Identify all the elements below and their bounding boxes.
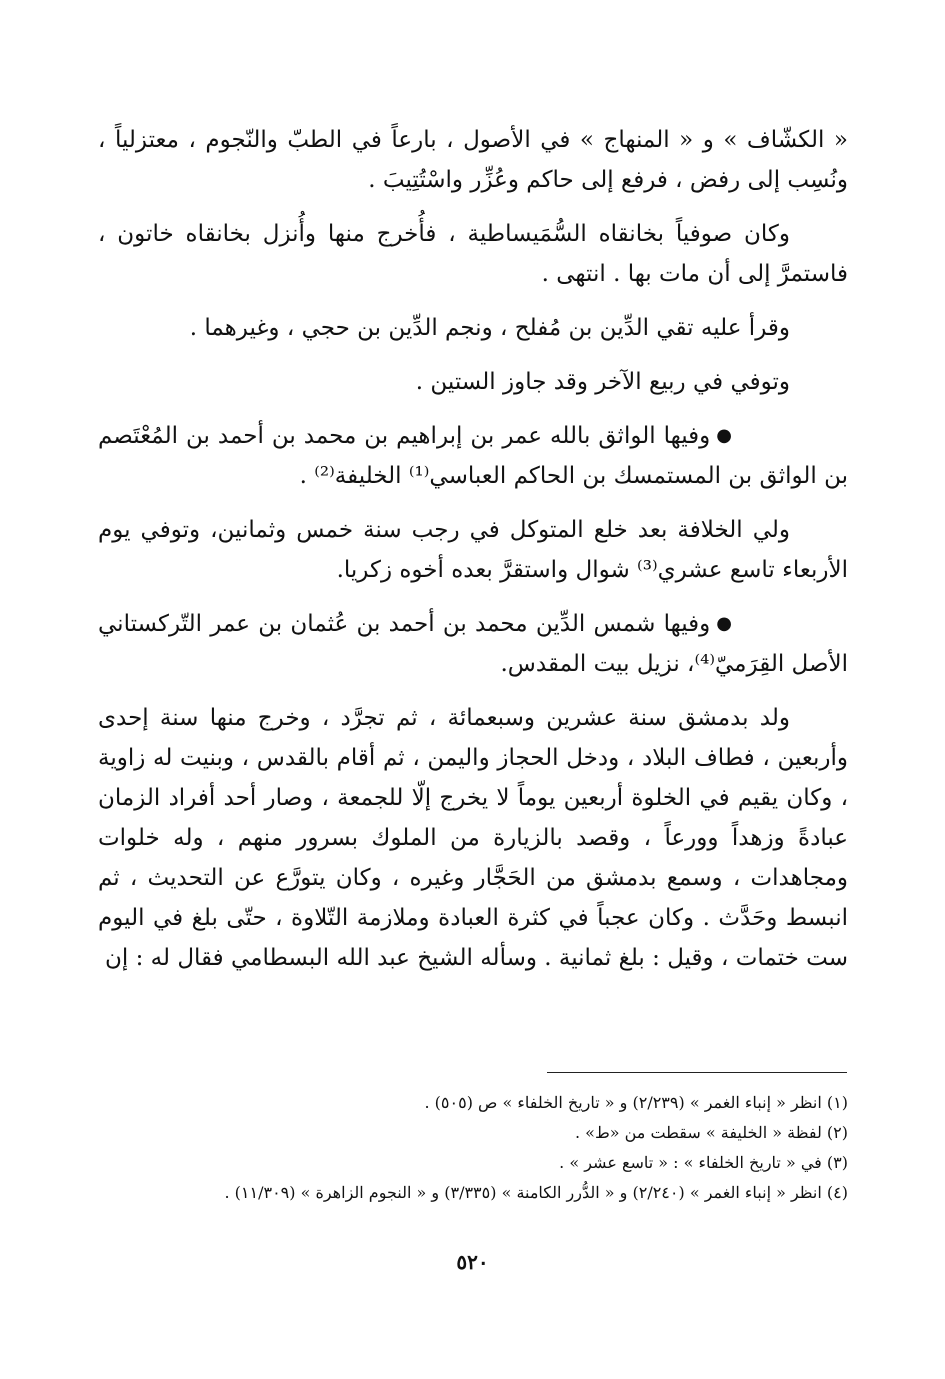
footnote-4: (٤) انظر « إنباء الغمر » (٢/٢٤٠) و « الدُّرر الكامنة » (٣/٣٣٥) و « النجوم الزاهرة » (١١/٣٠٩) . bbox=[224, 1183, 848, 1202]
footnote-2: (٢) لفظة « الخليفة » سقطت من «ط» . bbox=[574, 1123, 848, 1142]
paragraph-2 bbox=[98, 214, 848, 294]
paragraph-1 bbox=[98, 120, 848, 200]
paragraph-1-text: « الكشّاف » و « المنهاج » في الأصول ، بارعاً في الطبّ والنّجوم ، معتزلياً ، ونُسِب إلى رفض ، فرفع إلى حاكم وعُزِّر واسْتُتِيبَ . bbox=[98, 127, 848, 193]
paragraph-5 bbox=[98, 416, 848, 496]
bullet-icon: ● bbox=[716, 613, 732, 634]
paragraph-6 bbox=[98, 510, 848, 590]
main-text bbox=[98, 120, 848, 992]
paragraph-8 bbox=[98, 698, 848, 978]
footnotes bbox=[98, 1088, 848, 1208]
paragraph-2-text: وكان صوفياً بخانقاه السُّمَيساطية ، فأُخرج منها وأُنزل بخانقاه خاتون ، فاستمرَّ إلى أن مات بها . انتهى . bbox=[98, 221, 848, 287]
paragraph-7 bbox=[98, 604, 848, 684]
paragraph-3-text: وقرأ عليه تقي الدِّين بن مُفلح ، ونجم الدِّين بن حجي ، وغيرهما . bbox=[189, 315, 790, 341]
footnote-divider bbox=[547, 1072, 847, 1073]
paragraph-4 bbox=[98, 362, 848, 402]
paragraph-7-text: وفيها شمس الدِّين محمد بن أحمد بن عُثمان بن عمر التّركستاني الأصل القِرَميّ⁽⁴⁾، نزيل بيت المقدس. bbox=[98, 611, 848, 677]
paragraph-4-text: وتوفي في ربيع الآخر وقد جاوز الستين . bbox=[415, 369, 790, 395]
bullet-icon: ● bbox=[716, 425, 732, 446]
paragraph-3 bbox=[98, 308, 848, 348]
page-number: ٥٢٠ bbox=[456, 1250, 489, 1274]
footnote-3: (٣) في « تاريخ الخلفاء » : « تاسع عشر » . bbox=[559, 1153, 848, 1172]
paragraph-8-text: ولد بدمشق سنة عشرين وسبعمائة ، ثم تجرَّد ، وخرج منها سنة إحدى وأربعين ، فطاف البلاد ، ودخل الحجاز واليمن ، ثم أقام بالقدس ، وبنيت له زاوية ، وكان يقيم في الخلوة أربعين يوماً لا يخرج إلّا للجمعة ، وصار أحد أفراد الزمان عبادةً وزهداً وورعاً ، وقصد بالزيارة من الملوك بسرور منهم ، وله خلوات ومجاهدات ، وسمع بدمشق من الحَجَّار وغيره ، وكان يتورَّع عن التحديث ، ثم انبسط وحَدَّث . وكان عجباً في كثرة العبادة وملازمة التّلاوة ، حتّى بلغ في اليوم ست ختمات ، وقيل : بلغ ثمانية . وسأله الشيخ عبد الله البسطامي فقال له : إن bbox=[98, 705, 848, 971]
footnote-1: (١) انظر « إنباء الغمر » (٢/٢٣٩) و « تاريخ الخلفاء » ص (٥٠٥) . bbox=[424, 1093, 848, 1112]
paragraph-5-text: وفيها الواثق بالله عمر بن إبراهيم بن محمد بن أحمد بن المُعْتَصم بن الواثق بن المستمسك بن الحاكم العباسي⁽¹⁾ الخليفة⁽²⁾ . bbox=[98, 423, 848, 489]
paragraph-6-text: ولي الخلافة بعد خلع المتوكل في رجب سنة خمس وثمانين، وتوفي يوم الأربعاء تاسع عشري⁽³⁾ شوال واستقرَّ بعده أخوه زكريا. bbox=[98, 517, 848, 583]
